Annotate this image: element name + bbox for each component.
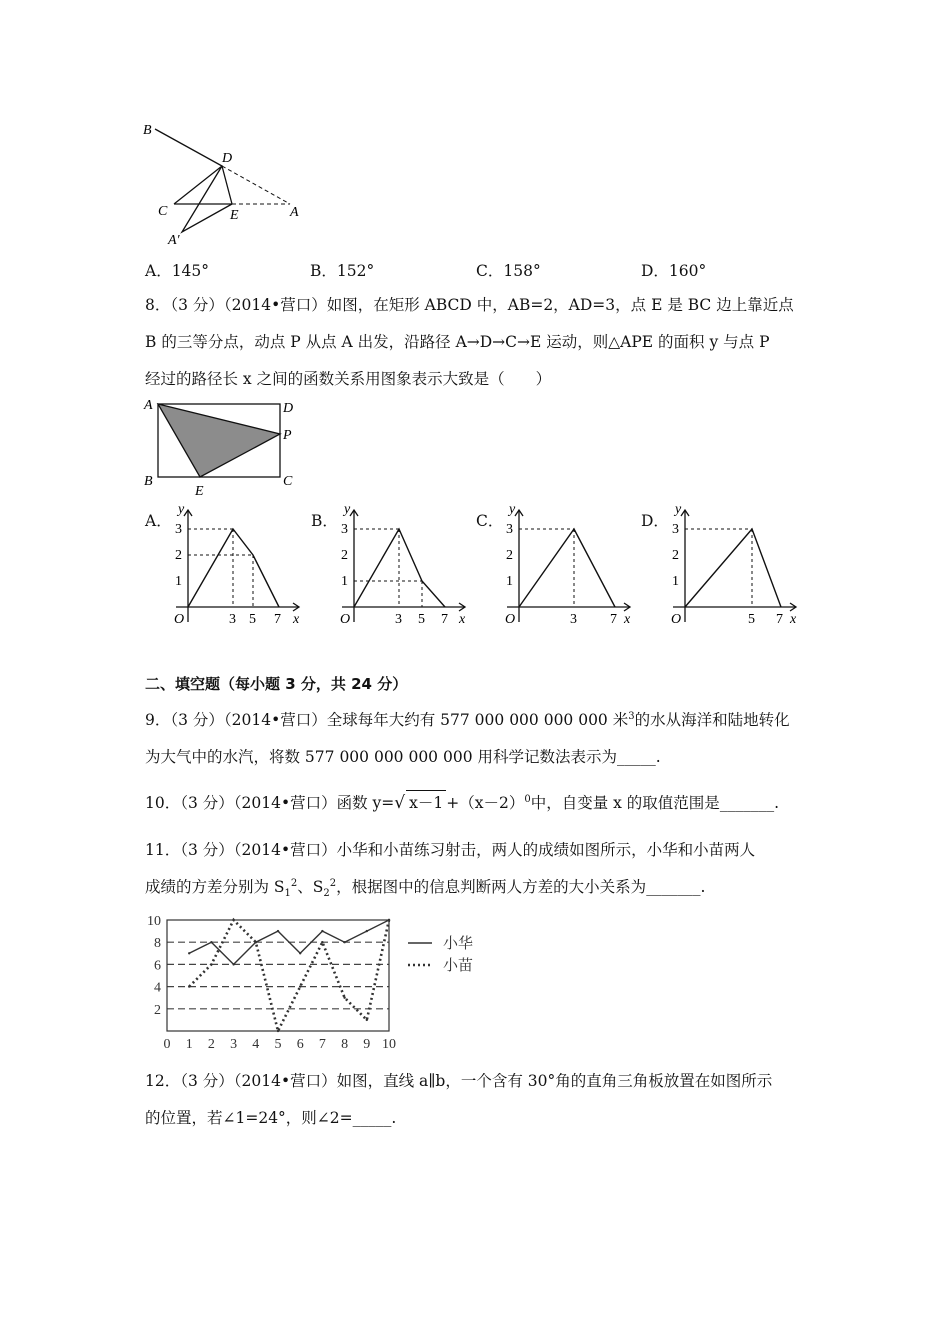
y-tick-label: 8 (154, 936, 161, 952)
q11-s2-superscript: 2 (329, 877, 337, 889)
data-point (321, 941, 323, 943)
q10-exponent: 0 (524, 793, 531, 805)
q7-label-c: C (158, 204, 168, 219)
x-tick-label: 6 (296, 1037, 304, 1052)
q7-option-a: A．145° (145, 262, 210, 280)
q7-polygon-bcd (155, 129, 222, 204)
tick-y1: 1 (672, 574, 679, 589)
x-tick-label: 9 (363, 1037, 371, 1052)
q10-suffix: 中，自变量 x 的取值范围是 (530, 794, 720, 812)
q8-shaded-triangle-ape (158, 404, 280, 477)
q9-superscript: 3 (628, 710, 635, 722)
data-point (299, 985, 301, 987)
y-axis-label: y (675, 502, 682, 517)
tick-y1: 1 (506, 574, 513, 589)
tick-x7: 7 (610, 612, 617, 627)
q11-line2 (145, 875, 705, 899)
chart-series (188, 919, 390, 1032)
y-axis-label: y (344, 502, 351, 517)
q8-label-c: C (283, 474, 293, 489)
chart-x-ticks (164, 1037, 397, 1052)
q9-answer-blank: _____ (617, 748, 656, 766)
origin-label: O (671, 612, 682, 627)
data-point (366, 1019, 368, 1021)
tick-x3: 3 (229, 612, 236, 627)
q7-label-d: D (222, 151, 233, 166)
q8-line1: 8．（3 分）（2014•营口）如图，在矩形 ABCD 中，AB=2，AD=3，点 E 是 BC 边上靠近点 (145, 296, 794, 314)
q8-label-a: A (144, 398, 153, 413)
q8-option-d-label: D． (641, 512, 669, 530)
tick-x5: 5 (748, 612, 755, 627)
q8-graph-c (497, 500, 642, 630)
tick-x7: 7 (776, 612, 783, 627)
tick-y2: 2 (672, 548, 679, 563)
x-tick-label: 8 (341, 1037, 349, 1052)
q7-option-d: D．160° (641, 262, 707, 280)
q12-period: . (391, 1109, 397, 1127)
q12-line1: 12．（3 分）（2014•营口）如图，直线 a∥b，一个含有 30°角的直角三角板放置在如图所示 (145, 1072, 773, 1090)
q7-option-b: B．152° (310, 262, 375, 280)
tick-x5: 5 (418, 612, 425, 627)
tick-y1: 1 (175, 574, 182, 589)
y-tick-label: 10 (147, 914, 161, 929)
data-point (343, 997, 345, 999)
data-point (232, 963, 234, 965)
data-point (255, 941, 257, 943)
q12-line2-text: 的位置，若∠1=24°，则∠2= (145, 1109, 353, 1127)
legend-label-xiaohua: 小华 (443, 934, 474, 952)
tick-x7: 7 (274, 612, 281, 627)
tick-x7: 7 (441, 612, 448, 627)
data-point (210, 941, 212, 943)
tick-x3: 3 (395, 612, 402, 627)
q11-s1-superscript: 2 (290, 877, 298, 889)
q11-separator: 、S (297, 878, 324, 896)
q10-prefix: 10．（3 分）（2014•营口）函数 y= (145, 794, 395, 812)
y-axis-label: y (509, 502, 516, 517)
q10-line (145, 790, 779, 813)
y-axis-label: y (178, 502, 185, 517)
q10-middle: +（x－2） (446, 794, 525, 812)
q9-line1-text: 9．（3 分）（2014•营口）全球每年大约有 577 000 000 000 000 米 (145, 711, 629, 729)
tick-y3: 3 (175, 522, 182, 537)
q8-graph-a (166, 500, 311, 630)
tick-x3: 3 (570, 612, 577, 627)
data-point (321, 930, 323, 932)
q8-label-p: P (283, 428, 292, 443)
data-point (388, 919, 390, 921)
q10-answer-blank: _______ (719, 794, 775, 812)
graph-curve (685, 529, 781, 607)
q11-s1-subscript: 1 (284, 888, 291, 900)
x-tick-label: 5 (274, 1037, 282, 1052)
tick-y3: 3 (341, 522, 348, 537)
series-line-xiaomiao (189, 920, 389, 1031)
q9-line1-tail: 的水从海洋和陆地转化 (634, 711, 790, 729)
x-tick-label: 4 (252, 1037, 260, 1052)
y-tick-label: 6 (154, 958, 161, 974)
q11-s2-subscript: 2 (323, 888, 330, 900)
tick-y3: 3 (506, 522, 513, 537)
q12-answer-blank: _____ (352, 1109, 392, 1127)
q8-rectangle-figure (140, 394, 310, 499)
data-point (277, 1030, 279, 1032)
x-tick-label: 3 (230, 1037, 238, 1052)
section-heading: 二、填空题（每小题 3 分，共 24 分） (145, 675, 408, 693)
graph-curve (519, 529, 615, 607)
data-point (188, 985, 190, 987)
origin-label: O (174, 612, 185, 627)
q10-radicand: x－1 (406, 790, 446, 813)
q9-period: . (655, 748, 661, 766)
data-point (232, 919, 234, 921)
q11-line2-text: 成绩的方差分别为 S (145, 878, 285, 896)
tick-y1: 1 (341, 574, 348, 589)
origin-label: O (340, 612, 351, 627)
y-tick-label: 4 (154, 980, 161, 996)
q9-line2 (145, 745, 661, 767)
q7-dashed-da (222, 166, 290, 204)
q8-line3: 经过的路径长 x 之间的函数关系用图象表示大致是（ ） (145, 370, 552, 388)
q8-graph-b (332, 500, 477, 630)
q8-label-b: B (144, 474, 153, 489)
data-point (188, 952, 190, 954)
x-axis-label: x (293, 612, 300, 627)
y-tick-label: 2 (154, 1002, 161, 1018)
q7-label-a: A (290, 205, 299, 220)
x-tick-label: 1 (185, 1037, 193, 1052)
q8-graph-d (663, 500, 808, 630)
q9-line2-text: 为大气中的水汽，将数 577 000 000 000 000 用科学记数法表示为 (145, 748, 617, 766)
data-point (210, 963, 212, 965)
x-tick-label: 2 (207, 1037, 215, 1052)
q11-line-chart (140, 912, 500, 1054)
q7-option-c: C．158° (476, 262, 541, 280)
x-axis-label: x (790, 612, 797, 627)
origin-label: O (505, 612, 516, 627)
data-point (343, 941, 345, 943)
tick-y3: 3 (672, 522, 679, 537)
chart-y-ticks (147, 914, 161, 1018)
x-tick-label: 10 (382, 1037, 396, 1052)
q8-option-b-label: B． (311, 512, 338, 530)
x-tick-label: 0 (163, 1037, 171, 1052)
q10-period: . (774, 794, 779, 812)
q8-option-c-label: C． (476, 512, 504, 530)
q7-folded-triangle (182, 166, 232, 232)
q11-answer-blank: _______ (646, 878, 701, 896)
x-axis-label: x (624, 612, 631, 627)
q12-line2 (145, 1106, 396, 1128)
q8-line2: B 的三等分点，动点 P 从点 A 出发，沿路径 A→D→C→E 运动，则△APE 的面积 y 与点 P (145, 333, 770, 351)
q8-option-a-label: A． (145, 512, 172, 530)
data-point (277, 930, 279, 932)
q8-label-e: E (195, 484, 204, 499)
tick-x5: 5 (249, 612, 256, 627)
q8-label-d: D (283, 401, 294, 416)
q7-label-a-prime: A′ (168, 233, 180, 248)
data-point (366, 930, 368, 932)
q11-period: . (700, 878, 706, 896)
q7-figure (140, 118, 310, 250)
q9-line1 (145, 708, 790, 730)
x-axis-label: x (459, 612, 466, 627)
tick-y2: 2 (506, 548, 513, 563)
q7-label-b: B (143, 123, 152, 138)
legend-label-xiaomiao: 小苗 (443, 956, 474, 974)
q11-line2-tail: ，根据图中的信息判断两人方差的大小关系为 (336, 878, 647, 896)
x-tick-label: 7 (318, 1037, 326, 1052)
q7-label-e: E (230, 208, 239, 223)
q11-line1: 11．（3 分）（2014•营口）小华和小苗练习射击，两人的成绩如图所示，小华和小苗两人 (145, 841, 756, 859)
tick-y2: 2 (341, 548, 348, 563)
data-point (299, 952, 301, 954)
tick-y2: 2 (175, 548, 182, 563)
sqrt-icon: √ (394, 793, 406, 813)
